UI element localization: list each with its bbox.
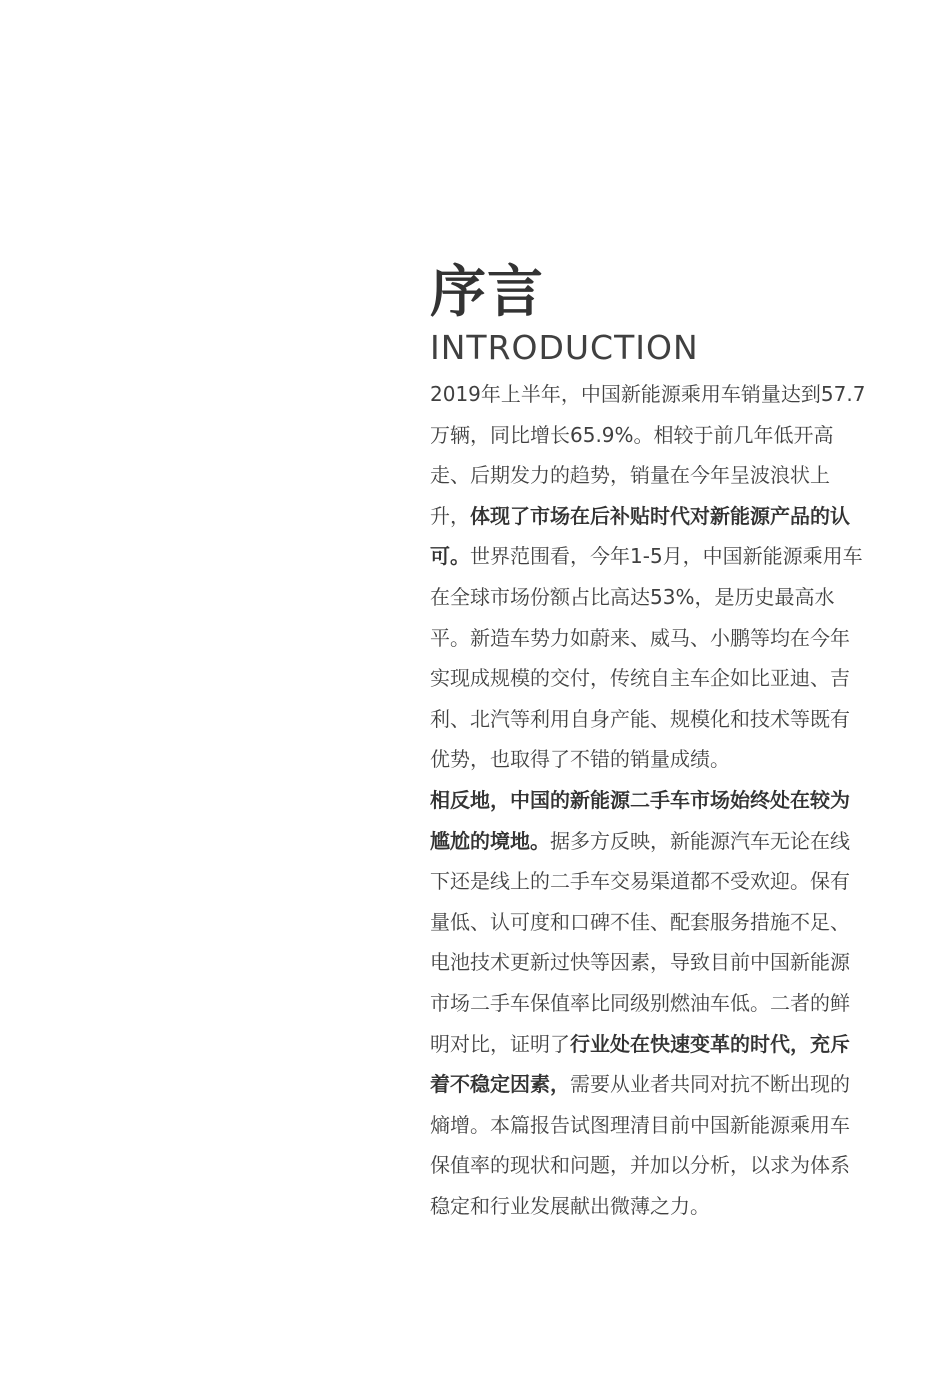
paragraph2-highlight-1: 相反地，中国的新能源二手车市场始终处在较为尴尬的境地。 <box>430 787 850 853</box>
introduction-section <box>430 258 866 1226</box>
paragraph-used-car-market <box>430 780 866 1227</box>
paragraph1-highlight: 体现了市场在后补贴时代对新能源产品的认可。 <box>430 503 850 569</box>
title-chinese: 序言 <box>430 260 544 325</box>
paragraph2-text-1: 据多方反映，新能源汽车无论在线下还是线上的二手车交易渠道都不受欢迎。保有量低、认可度和口碑不佳、配套服务措施不足、电池技术更新过快等因素，导致目前中国新能源市场二手车保值率比同级别燃油车低。二者的鲜明对比，证明了 <box>430 828 850 1056</box>
paragraph-sales-overview <box>430 374 866 780</box>
paragraph1-text-1: 2019年上半年，中国新能源乘用车销量达到57.7万辆，同比增长65.9%。相较于前几年低开高走、后期发力的趋势，销量在今年呈波浪状上升， <box>430 382 866 528</box>
title-english: INTRODUCTION <box>430 328 699 367</box>
paragraph2-highlight-2: 行业处在快速变革的时代，充斥着不稳定因素， <box>430 1031 850 1097</box>
paragraph1-text-2: 世界范围看，今年1-5月，中国新能源乘用车在全球市场份额占比高达53%，是历史最高水平。新造车势力如蔚来、威马、小鹏等均在今年实现成规模的交付，传统自主车企如比亚迪、吉利、北汽等利用自身产能、规模化和技术等既有优势，也取得了不错的销量成绩。 <box>430 544 863 772</box>
paragraph2-text-2: 需要从业者共同对抗不断出现的熵增。本篇报告试图理清目前中国新能源乘用车保值率的现状和问题，并加以分析，以求为体系稳定和行业发展献出微薄之力。 <box>430 1072 850 1218</box>
